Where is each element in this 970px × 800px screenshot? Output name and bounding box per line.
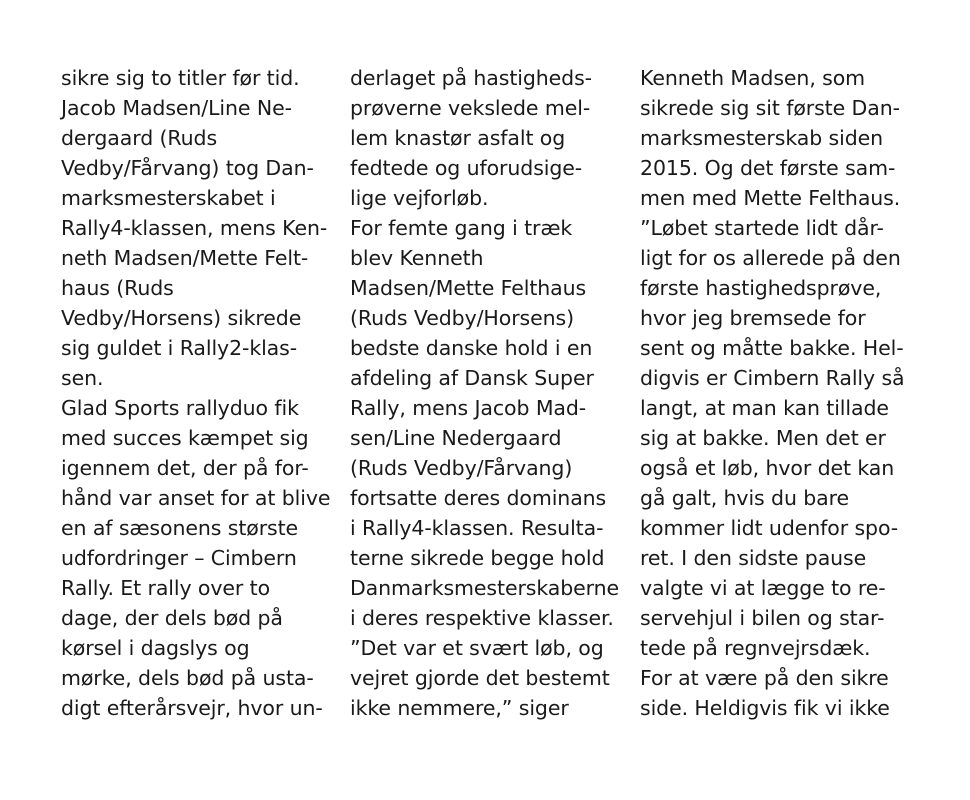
text-line: valgte vi at lægge to re- bbox=[640, 576, 886, 600]
text-line: kommer lidt udenfor spo- bbox=[640, 516, 899, 540]
text-line: lige vejforløb. bbox=[350, 186, 489, 210]
text-line: Jacob Madsen/Line Ne- bbox=[61, 96, 292, 120]
text-line: tede på regnvejrsdæk. bbox=[640, 636, 871, 660]
text-line: servehjul i bilen og star- bbox=[640, 606, 885, 630]
text-line: sikre sig to titler før tid. bbox=[61, 66, 300, 90]
text-line: sig at bakke. Men det er bbox=[640, 426, 886, 450]
text-line: (Ruds Vedby/Fårvang) bbox=[350, 456, 573, 480]
text-column-3 bbox=[640, 63, 925, 723]
text-line: prøverne vekslede mel- bbox=[350, 96, 591, 120]
text-line: en af sæsonens største bbox=[61, 516, 299, 540]
text-line: lem knastør asfalt og bbox=[350, 126, 566, 150]
text-column-1 bbox=[61, 63, 346, 723]
text-line: (Ruds Vedby/Horsens) bbox=[350, 306, 574, 330]
text-line: bedste danske hold i en bbox=[350, 336, 593, 360]
text-line: sig guldet i Rally2-klas- bbox=[61, 336, 298, 360]
text-line: For at være på den sikre bbox=[640, 666, 889, 690]
text-line: ”Løbet startede lidt dår- bbox=[640, 216, 884, 240]
text-line: mørke, dels bød på usta- bbox=[61, 666, 314, 690]
text-line: i deres respektive klasser. bbox=[350, 606, 614, 630]
text-line: langt, at man kan tillade bbox=[640, 396, 889, 420]
text-line: sikrede sig sit første Dan- bbox=[640, 96, 900, 120]
text-line: Rally4-klassen, mens Ken- bbox=[61, 216, 328, 240]
text-line: ret. I den sidste pause bbox=[640, 546, 867, 570]
text-line: terne sikrede begge hold bbox=[350, 546, 605, 570]
text-line: Glad Sports rallyduo fik bbox=[61, 396, 299, 420]
text-line: første hastighedsprøve, bbox=[640, 276, 882, 300]
text-line: igennem det, der på for- bbox=[61, 456, 309, 480]
text-column-2 bbox=[350, 63, 635, 723]
text-line: digvis er Cimbern Rally så bbox=[640, 366, 905, 390]
text-line: vejret gjorde det bestemt bbox=[350, 666, 610, 690]
text-line: ”Det var et svært løb, og bbox=[350, 636, 604, 660]
text-line: hvor jeg bremsede for bbox=[640, 306, 866, 330]
text-line: sen. bbox=[61, 366, 104, 390]
text-line: 2015. Og det første sam- bbox=[640, 156, 896, 180]
text-line: marksmesterskab siden bbox=[640, 126, 884, 150]
text-line: hånd var anset for at blive bbox=[61, 486, 331, 510]
text-line: neth Madsen/Mette Felt- bbox=[61, 246, 309, 270]
text-line: fortsatte deres dominans bbox=[350, 486, 607, 510]
text-line: udfordringer – Cimbern bbox=[61, 546, 297, 570]
text-line: sent og måtte bakke. Hel- bbox=[640, 336, 904, 360]
text-line: blev Kenneth bbox=[350, 246, 484, 270]
text-line: ikke nemmere,” siger bbox=[350, 696, 569, 720]
text-line: ligt for os allerede på den bbox=[640, 246, 901, 270]
text-line: marksmesterskabet i bbox=[61, 186, 276, 210]
text-line: Madsen/Mette Felthaus bbox=[350, 276, 587, 300]
text-line: For femte gang i træk bbox=[350, 216, 573, 240]
text-line: haus (Ruds bbox=[61, 276, 174, 300]
text-line: Rally. Et rally over to bbox=[61, 576, 271, 600]
text-line: sen/Line Nedergaard bbox=[350, 426, 562, 450]
text-line: dergaard (Ruds bbox=[61, 126, 218, 150]
text-line: kørsel i dagslys og bbox=[61, 636, 250, 660]
text-line: Danmarksmesterskaberne bbox=[350, 576, 620, 600]
text-line: fedtede og uforudsige- bbox=[350, 156, 583, 180]
text-line: gå galt, hvis du bare bbox=[640, 486, 850, 510]
text-line: Vedby/Fårvang) tog Dan- bbox=[61, 156, 314, 180]
text-line: digt efterårsvejr, hvor un- bbox=[61, 696, 323, 720]
text-line: afdeling af Dansk Super bbox=[350, 366, 594, 390]
text-line: Rally, mens Jacob Mad- bbox=[350, 396, 587, 420]
text-line: Vedby/Horsens) sikrede bbox=[61, 306, 302, 330]
text-line: i Rally4-klassen. Resulta- bbox=[350, 516, 604, 540]
text-line: dage, der dels bød på bbox=[61, 606, 283, 630]
text-line: Kenneth Madsen, som bbox=[640, 66, 866, 90]
text-line: også et løb, hvor det kan bbox=[640, 456, 895, 480]
text-line: men med Mette Felthaus. bbox=[640, 186, 901, 210]
text-line: side. Heldigvis fik vi ikke bbox=[640, 696, 890, 720]
text-line: med succes kæmpet sig bbox=[61, 426, 309, 450]
text-line: derlaget på hastigheds- bbox=[350, 66, 592, 90]
